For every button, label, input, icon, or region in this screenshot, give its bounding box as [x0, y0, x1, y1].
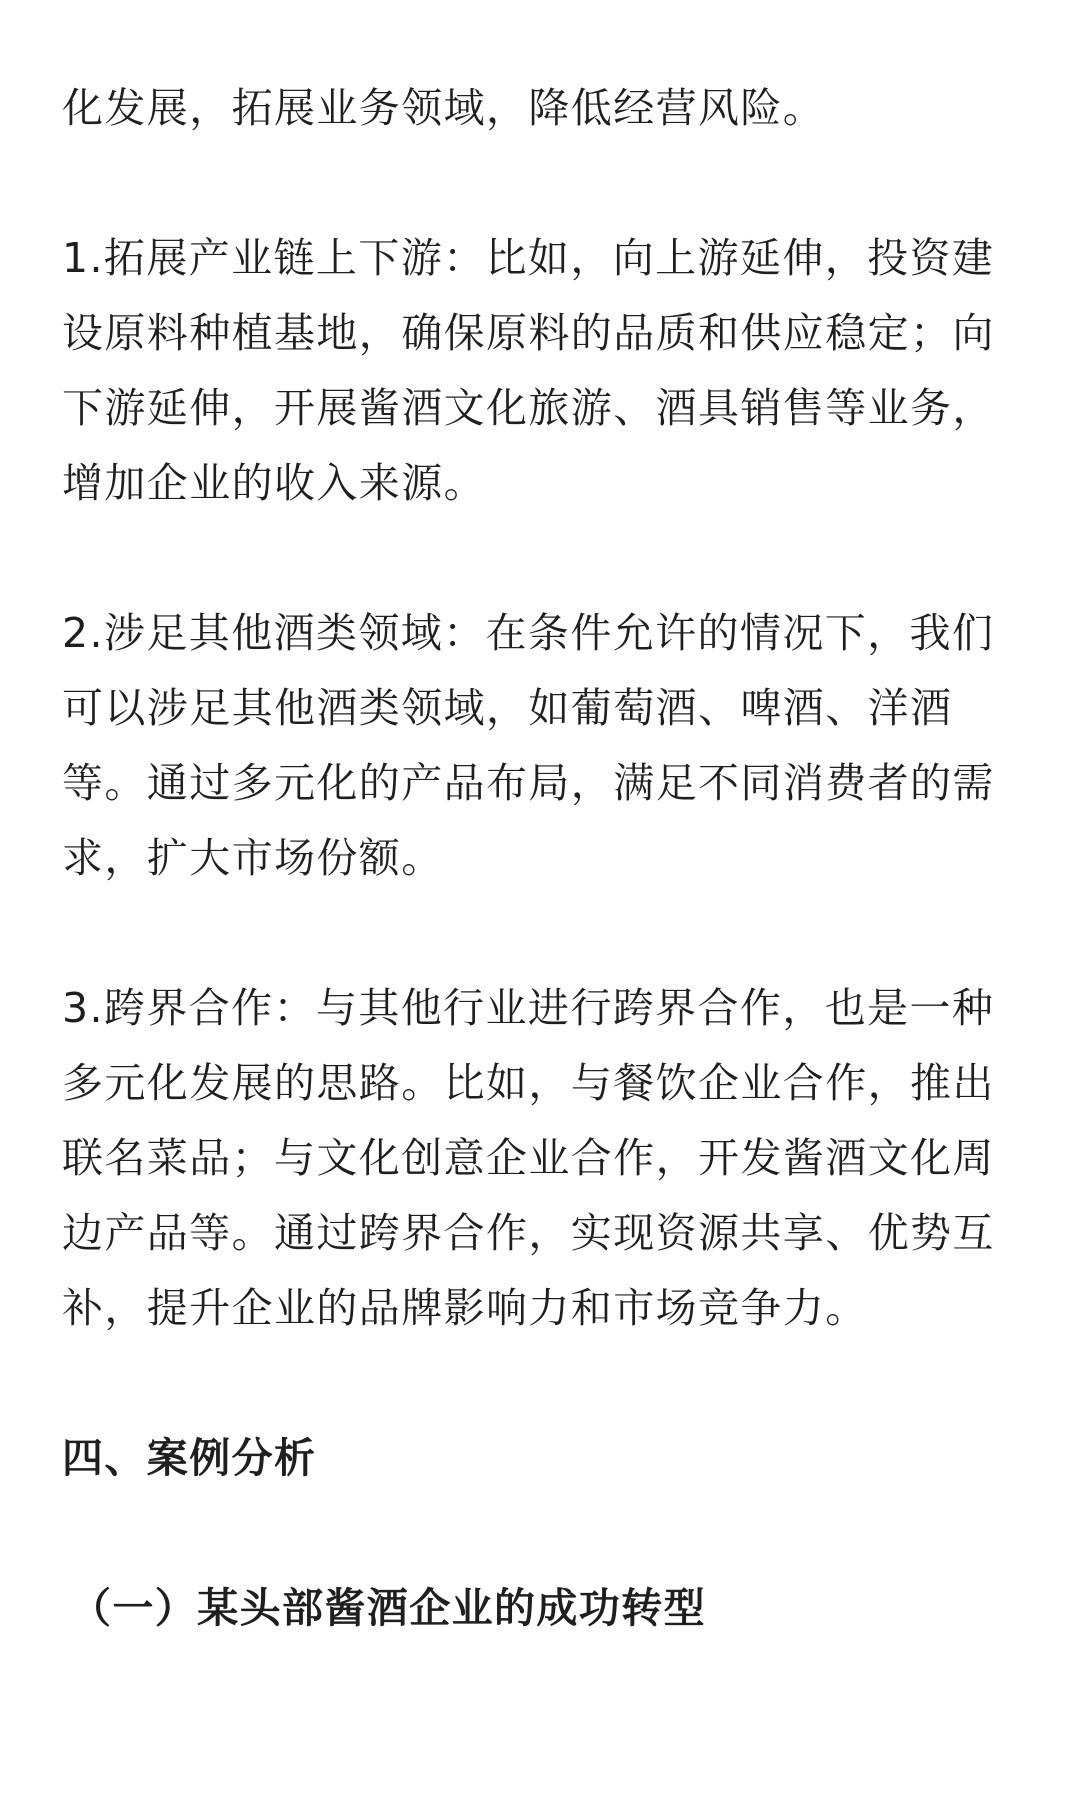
paragraph-spacer: [62, 521, 1018, 596]
paragraph-spacer: [62, 146, 1018, 221]
point-3-paragraph: 3.跨界合作：与其他行业进行跨界合作，也是一种多元化发展的思路。比如，与餐饮企业合作，推出联名菜品；与文化创意企业合作，开发酱酒文化周边产品等。通过跨界合作，实现资源共享、优势互补，提升企业的品牌影响力和市场竞争力。: [62, 984, 995, 1332]
point-2-paragraph: 2.涉足其他酒类领域：在条件允许的情况下，我们可以涉足其他酒类领域，如葡萄酒、啤酒、洋酒等。通过多元化的产品布局，满足不同消费者的需求，扩大市场份额。: [62, 609, 995, 882]
section-title: 四、案例分析: [62, 1434, 317, 1482]
point-1-paragraph: 1.拓展产业链上下游：比如，向上游延伸，投资建设原料种植基地，确保原料的品质和供应稳定；向下游延伸，开展酱酒文化旅游、酒具销售等业务，增加企业的收入来源。: [62, 234, 995, 507]
paragraph-spacer: [62, 1496, 1018, 1571]
intro-paragraph-tail: 化发展，拓展业务领域，降低经营风险。: [62, 84, 826, 132]
paragraph-spacer: [62, 1346, 1018, 1421]
subsection-title: （一）某头部酱酒企业的成功转型: [70, 1584, 706, 1632]
paragraph-spacer: [62, 896, 1018, 971]
